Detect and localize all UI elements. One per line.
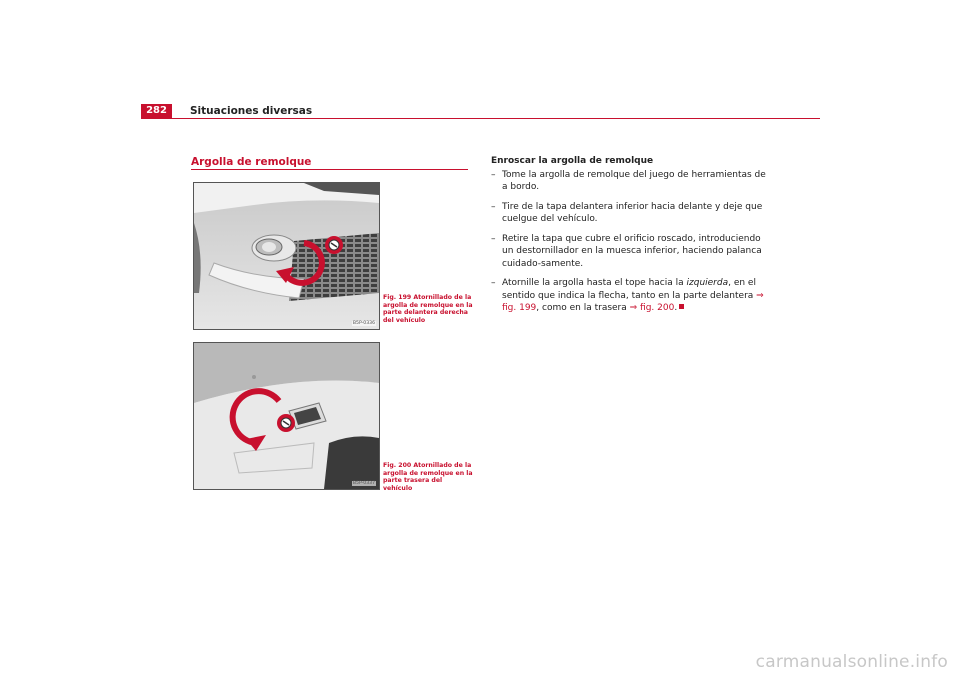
dash-marker: – bbox=[491, 233, 496, 244]
figure-reference-link[interactable]: ⇒ fig. 200 bbox=[629, 303, 675, 313]
section-rule bbox=[191, 169, 468, 170]
section-title: Argolla de remolque bbox=[191, 156, 312, 168]
dash-marker: – bbox=[491, 201, 496, 212]
step-text: Tire de la tapa delantera inferior hacia delante y deje que cuelgue del vehículo. bbox=[502, 201, 763, 224]
watermark: carmanualsonline.info bbox=[755, 652, 948, 672]
rear-bumper-illustration bbox=[194, 343, 379, 489]
instructions-heading: Enroscar la argolla de remolque bbox=[491, 156, 654, 166]
instruction-step bbox=[491, 233, 772, 271]
step-text: Tome la argolla de remolque del juego de herramientas de a bordo. bbox=[502, 169, 766, 192]
figure-caption: Fig. 199 Atornillado de la argolla de remolque en la parte delantera derecha del vehículo bbox=[383, 294, 473, 324]
figure-front-tow-eye bbox=[193, 182, 380, 330]
figure-code: B5P-0336 bbox=[352, 321, 375, 326]
step-text-mid: , en el sentido que indica la flecha, tanto en la parte delantera bbox=[502, 278, 757, 301]
dash-marker: – bbox=[491, 278, 496, 288]
step-emphasis: izquierda bbox=[686, 278, 729, 288]
header-rule bbox=[141, 118, 820, 119]
step-text: Retire la tapa que cubre el orificio roscado, introduciendo un destornillador en la muesca inferior, haciendo palanca cuidado-samente. bbox=[502, 233, 762, 269]
figure-caption: Fig. 200 Atornillado de la argolla de remolque en la parte trasera del vehículo bbox=[383, 462, 473, 492]
figure-reference-link[interactable]: ⇒ fig. 199 bbox=[502, 290, 764, 313]
step-text-mid: , como en la trasera bbox=[536, 303, 630, 313]
figure-code: B5P-0337 bbox=[352, 481, 375, 486]
instruction-step bbox=[491, 201, 772, 226]
running-title: Situaciones diversas bbox=[190, 105, 313, 117]
section-end-marker bbox=[679, 304, 684, 309]
page-number: 282 bbox=[141, 104, 172, 118]
dash-marker: – bbox=[491, 169, 496, 180]
step-text-pre: Atornille la argolla hasta el tope hacia la bbox=[502, 278, 687, 288]
figure-rear-tow-eye bbox=[193, 342, 380, 490]
step-text-post: . bbox=[674, 303, 678, 313]
instructions-column bbox=[491, 155, 772, 322]
instruction-step bbox=[491, 277, 772, 315]
instruction-step bbox=[491, 169, 772, 194]
front-bumper-illustration bbox=[194, 183, 379, 329]
